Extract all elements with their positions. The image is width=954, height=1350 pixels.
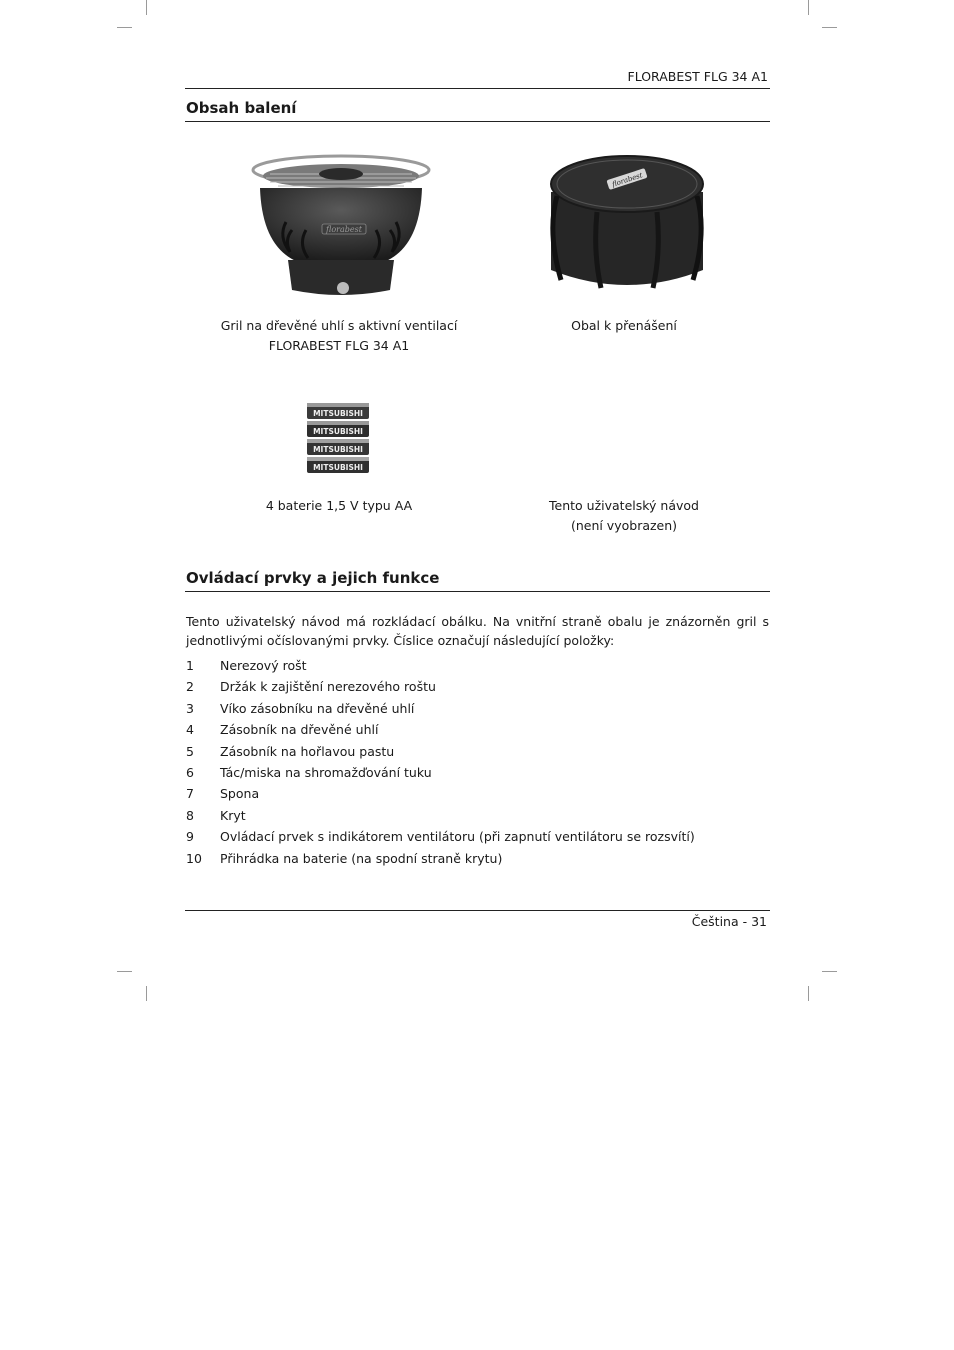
caption-carry-bag-line1: Obal k přenášení — [571, 318, 677, 333]
section-title-package-contents: Obsah balení — [186, 99, 297, 117]
list-item-text: Spona — [220, 786, 260, 802]
list-item-number: 7 — [186, 786, 194, 802]
battery-brand-label: MITSUBISHI — [313, 409, 363, 418]
header-rule — [185, 88, 770, 89]
list-item — [186, 805, 695, 826]
list-item-number: 1 — [186, 658, 194, 673]
grill-logo-text: florabest — [326, 225, 362, 234]
list-item-number: 5 — [186, 743, 194, 759]
list-item-number: 4 — [186, 722, 194, 738]
parts-list — [186, 655, 695, 869]
list-item-text: Držák k zajištění nerezového roštu — [220, 679, 436, 695]
section-rule — [185, 591, 770, 592]
caption-manual — [509, 496, 739, 536]
list-item — [186, 719, 695, 740]
battery-brand-label: MITSUBISHI — [313, 445, 363, 454]
list-item-text: Nerezový rošt — [220, 658, 307, 673]
crop-mark — [808, 0, 809, 15]
page-number: Čeština - 31 — [691, 914, 767, 929]
battery-brand-label: MITSUBISHI — [313, 427, 363, 436]
crop-mark — [822, 971, 837, 972]
caption-manual-line2: (není vyobrazen) — [570, 518, 678, 533]
list-item — [186, 655, 695, 676]
list-item-number: 9 — [186, 829, 194, 845]
list-item-text: Kryt — [220, 807, 246, 823]
crop-mark — [822, 27, 837, 28]
list-item-text: Tác/miska na shromažďování tuku — [220, 764, 432, 780]
list-item — [186, 783, 695, 804]
list-item-text: Ovládací prvek s indikátorem ventilátoru (při zapnutí ventilátoru se rozsvítí) — [220, 829, 695, 845]
list-item — [186, 676, 695, 697]
carry-bag-image — [545, 152, 710, 297]
battery-brand-label: MITSUBISHI — [313, 463, 363, 472]
crop-mark — [146, 0, 147, 15]
list-item-text: Zásobník na dřevěné uhlí — [220, 722, 379, 738]
list-item — [186, 762, 695, 783]
bag-logo-text: florabest — [611, 171, 644, 189]
caption-grill — [219, 316, 459, 356]
list-item — [186, 698, 695, 719]
list-item-number: 10 — [186, 850, 202, 866]
crop-mark — [146, 986, 147, 1001]
list-item-number: 8 — [186, 807, 194, 823]
list-item-text: Víko zásobníku na dřevěné uhlí — [220, 700, 415, 716]
caption-batteries-line1: 4 baterie 1,5 V typu AA — [265, 498, 413, 513]
footer-rule — [185, 910, 770, 911]
list-item-number: 2 — [186, 679, 194, 695]
header-product-name: FLORABEST FLG 34 A1 — [627, 69, 768, 84]
caption-grill-line2: FLORABEST FLG 34 A1 — [268, 338, 410, 353]
caption-manual-line1: Tento uživatelský návod — [549, 498, 699, 513]
caption-batteries — [239, 496, 439, 516]
intro-paragraph: Tento uživatelský návod má rozkládací obálku. Na vnitřní straně obalu je znázorněn gril s jednotlivými očíslovanými prvky. Číslice označují následující položky: — [186, 614, 769, 648]
crop-mark — [117, 27, 132, 28]
grill-image — [248, 152, 434, 300]
caption-grill-line1: Gril na dřevěné uhlí s aktivní ventilací — [220, 318, 458, 333]
list-item — [186, 826, 695, 847]
batteries-image — [305, 401, 371, 477]
list-item-text: Přihrádka na baterie (na spodní straně krytu) — [220, 850, 503, 866]
list-item — [186, 741, 695, 762]
list-item-number: 3 — [186, 700, 194, 716]
crop-mark — [808, 986, 809, 1001]
list-item-number: 6 — [186, 764, 194, 780]
list-item — [186, 848, 695, 869]
section-title-controls: Ovládací prvky a jejich funkce — [186, 569, 440, 587]
crop-mark — [117, 971, 132, 972]
section-rule — [185, 121, 770, 122]
list-item-text: Zásobník na hořlavou pastu — [220, 743, 395, 759]
caption-carry-bag — [524, 316, 724, 336]
